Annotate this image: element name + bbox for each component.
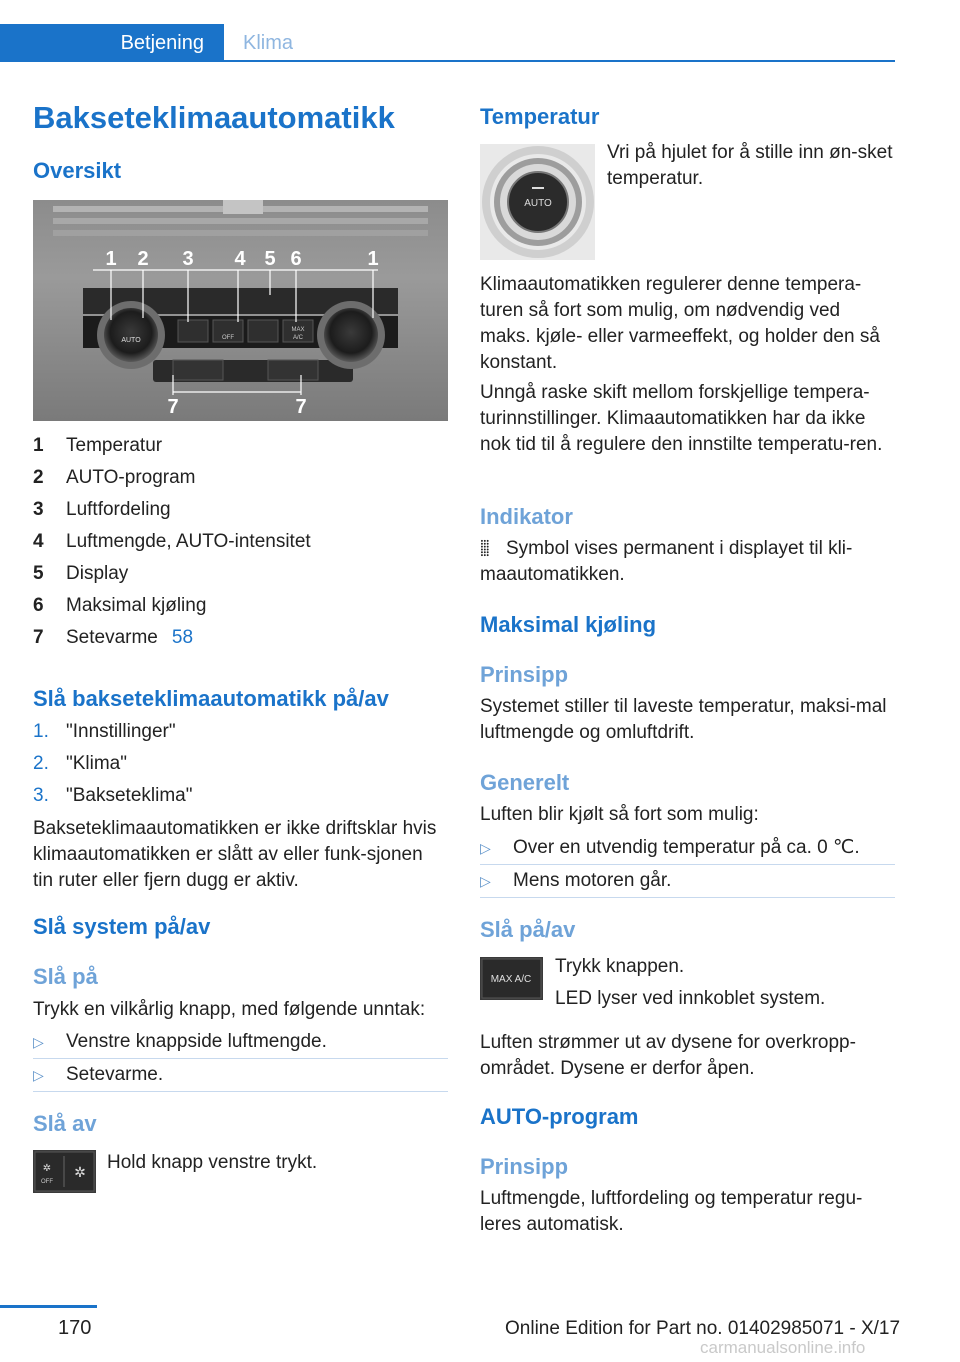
callout-6: 6 [290, 248, 302, 270]
callout-5: 5 [264, 248, 276, 270]
max-note: Luften strømmer ut av dysene for overkropp-området. Dysene er derfor åpen. [480, 1032, 856, 1079]
principle-text: Systemet stiller til laveste temperatur, maksi-mal luftmengde og omluftdrift. [480, 696, 887, 743]
maxcool-onoff-heading: Slå på/av [480, 917, 576, 942]
indicator-heading: Indikator [480, 504, 573, 529]
principle-heading: Prinsipp [480, 662, 569, 687]
list-item: ▷ Over en utvendig temperatur på ca. 0 ℃. [480, 832, 895, 865]
figure-off-label: OFF [222, 335, 234, 341]
legend-item: 6 Maksimal kjøling [33, 595, 207, 616]
callout-7b: 7 [295, 396, 307, 418]
off-heading: Slå av [33, 1111, 97, 1136]
callout-4: 4 [234, 248, 246, 270]
temperature-heading: Temperatur [480, 104, 600, 129]
legend-item: 1 Temperatur [33, 435, 163, 456]
chapter-tabbar [0, 24, 895, 62]
list-item: ▷ Venstre knappside luftmengde. [33, 1026, 448, 1059]
temperature-knob-image [480, 144, 595, 260]
legend-item: 5 Display [33, 563, 129, 584]
page-number: 170 [58, 1317, 92, 1339]
callout-1b: 1 [367, 248, 379, 270]
callout-3: 3 [182, 248, 194, 270]
list-item: ▷ Setevarme. [33, 1059, 448, 1092]
off-text: Hold knapp venstre trykt. [107, 1152, 318, 1173]
max-ac-label: MAX A/C [490, 974, 532, 985]
footer-rule [0, 1305, 97, 1308]
legend-item: 2 AUTO-program [33, 467, 196, 488]
page-title: Bakseteklimaautomatikk [33, 100, 395, 135]
temp-auto-label: AUTO [524, 198, 552, 209]
onoff-note: Bakseteklimaautomatikken er ikke driftsklar hvis klimaautomatikken er slått av eller funk-sjonen tin ruter eller fjern dugg er aktiv. [33, 818, 437, 891]
indicator-text: ⸽⸽⸽ Symbol vises permanent i displayet til kli-maautomatikken. [480, 538, 853, 585]
general-text: Luften blir kjølt så fort som mulig: [480, 804, 759, 825]
callout-1a: 1 [105, 248, 117, 270]
onoff-heading: Slå bakseteklimaautomatikk på/av [33, 686, 389, 711]
step-item: 1. "Innstillinger" [33, 721, 176, 742]
list-item: ▷ Mens motoren går. [480, 865, 895, 898]
figure-max-label: MAX [291, 327, 305, 333]
watermark: carmanualsonline.info [700, 1338, 866, 1357]
step-item: 2. "Klima" [33, 753, 127, 774]
svg-text:✲: ✲ [42, 1163, 52, 1174]
callout-2: 2 [137, 248, 149, 270]
legend-item: 3 Luftfordeling [33, 499, 171, 520]
max-cooling-heading: Maksimal kjøling [480, 612, 657, 637]
svg-text:✲: ✲ [74, 1165, 86, 1181]
figure-legend [33, 430, 448, 654]
on-exceptions-list [33, 1026, 448, 1092]
seat-heat-symbol-icon: ⸽⸽⸽ [480, 540, 489, 557]
temperature-para-1: Klimaautomatikken regulerer denne tempera-turen så fort som mulig, om nødvendig ved maks. kjøle- eller varmeeffekt, og holder den så konstant. [480, 274, 880, 373]
figure-ac-label: A/C [292, 335, 304, 341]
off-label: OFF [41, 1179, 53, 1185]
on-text: Trykk en vilkårlig knapp, med følgende unntak: [33, 999, 426, 1020]
tab-klima[interactable]: Klima [243, 32, 294, 54]
max-text-1: Trykk knappen. [555, 956, 685, 977]
legend-item: 4 Luftmengde, AUTO-intensitet [33, 531, 311, 552]
fan-off-button-image [33, 1150, 96, 1193]
general-list [480, 832, 895, 898]
overview-heading: Oversikt [33, 158, 122, 183]
system-heading: Slå system på/av [33, 914, 211, 939]
auto-principle-text: Luftmengde, luftfordeling og temperatur regu-leres automatisk. [480, 1188, 863, 1235]
climate-panel-figure [33, 200, 448, 421]
auto-program-heading: AUTO-program [480, 1104, 639, 1129]
auto-principle-heading: Prinsipp [480, 1154, 569, 1179]
edition-text: Online Edition for Part no. 01402985071 - X/17 [505, 1318, 901, 1339]
max-ac-button-image [480, 957, 543, 1000]
general-heading: Generelt [480, 770, 570, 795]
callout-7a: 7 [167, 396, 179, 418]
temperature-para-2: Unngå raske skift mellom forskjellige tempera-turinnstillinger. Klimaautomatikken har da ikke nok tid til å regulere den innstilte temperatu-ren. [480, 382, 883, 455]
max-text-2: LED lyser ved innkoblet system. [555, 988, 826, 1009]
figure-auto-label: AUTO [121, 337, 141, 344]
tabbar-underline [0, 60, 895, 62]
on-heading: Slå på [33, 964, 98, 989]
step-item: 3. "Bakseteklima" [33, 785, 193, 806]
temperature-text: Vri på hjulet for å stille inn øn-sket temperatur. [607, 142, 893, 189]
tab-betjening[interactable]: Betjening [0, 24, 224, 62]
legend-item: 7 Setevarme 58 [33, 627, 194, 648]
steps-list [33, 716, 448, 812]
page-reference-link[interactable]: 58 [171, 627, 194, 648]
